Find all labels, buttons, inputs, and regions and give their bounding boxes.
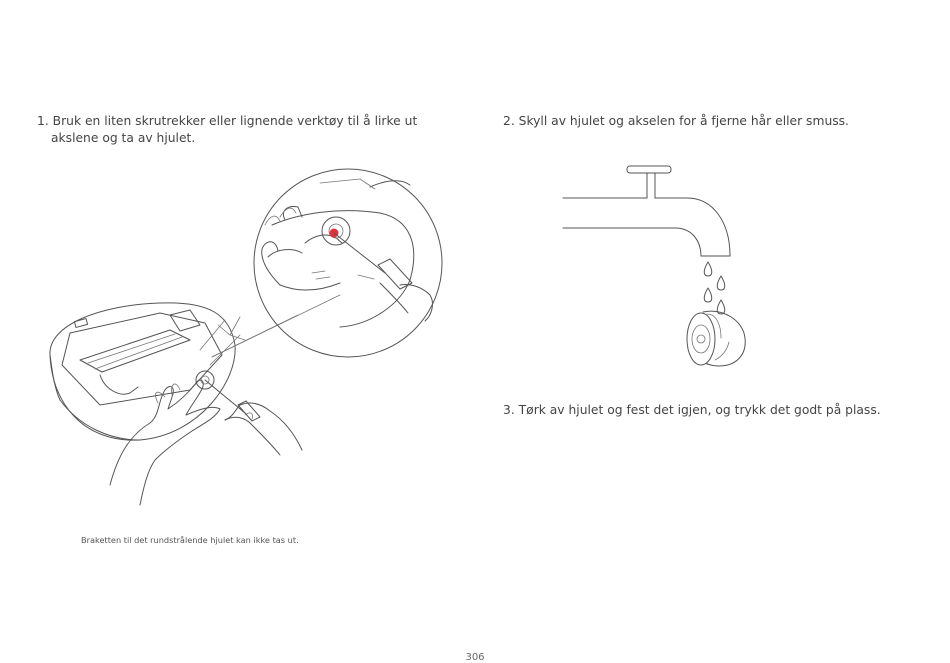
step-3-instruction [503,402,923,419]
faucet [563,166,730,256]
faucet-rinse-illustration [555,160,755,370]
step-1-text-line2: akslene og ta av hjulet. [51,131,196,145]
step-1-text-line1: Bruk en liten skrutrekker eller lignende verktøy til å lirke ut [52,114,418,128]
robot-vacuum-body [50,303,245,440]
step-1-instruction [37,113,437,147]
step-2-number: 2. [503,114,515,128]
step-2-instruction [503,113,923,130]
water-drops [704,262,725,314]
step-3-number: 3. [503,403,515,417]
page-number: 306 [465,652,485,663]
bracket-note: Braketten til det rundstrålende hjulet kan ikke tas ut. [81,535,299,545]
robot-wheel-removal-illustration [40,165,450,515]
step-3-text: Tørk av hjulet og fest det igjen, og trykk det godt på plass. [518,403,881,417]
step-1-number: 1. [37,114,49,128]
step-2-text: Skyll av hjulet og akselen for å fjerne hår eller smuss. [518,114,849,128]
wheel [687,311,745,366]
magnified-detail-circle [254,169,442,357]
